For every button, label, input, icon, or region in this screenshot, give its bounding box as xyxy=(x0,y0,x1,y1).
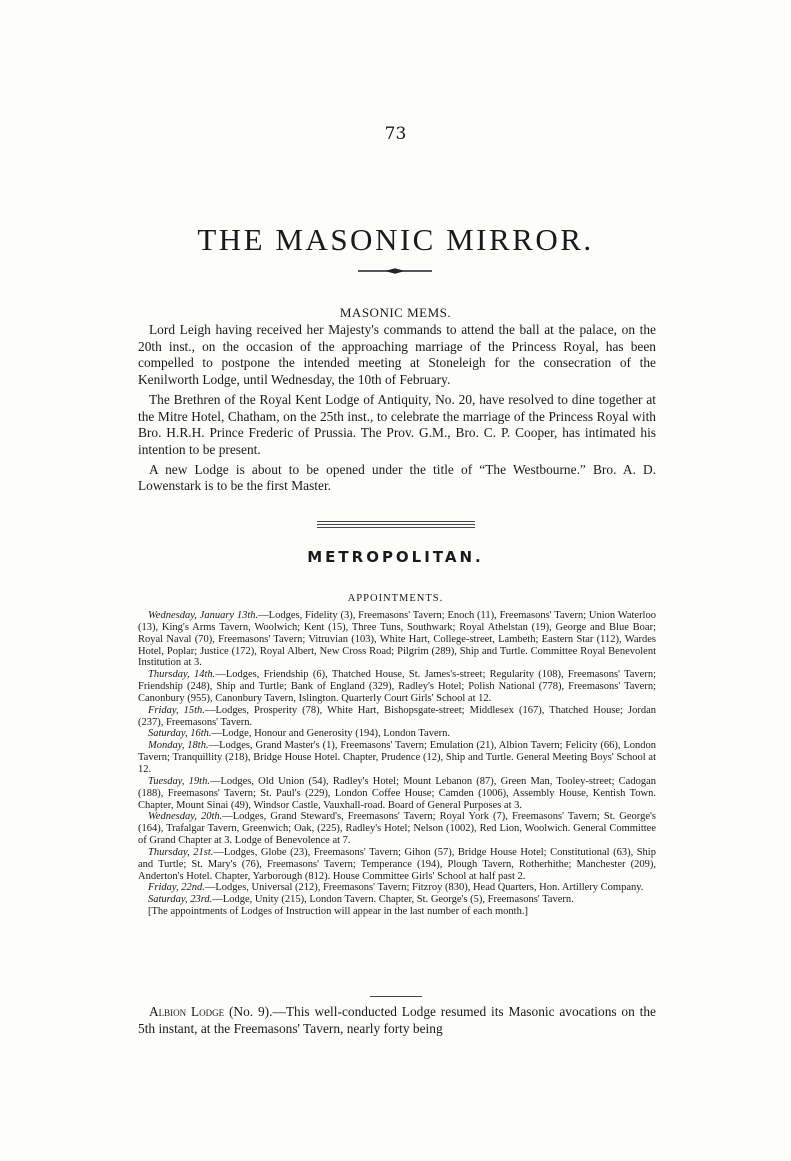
appointment-day: Thursday, 14th. xyxy=(148,669,216,681)
appointment-entry xyxy=(138,610,656,669)
appointment-day: Monday, 18th. xyxy=(148,740,209,752)
mems-paragraph: The Brethren of the Royal Kent Lodge of Antiquity, No. 20, have resolved to dine together at the Mitre Hotel, Chatham, on the 25th inst., to celebrate the marriage of the Princess Royal with Bro. H.R.H. Prince Frederic of Prussia. The Prov. G.M., Bro. C. P. Cooper, has intimated his intention to be present. xyxy=(138,391,656,457)
section-heading-metropolitan: METROPOLITAN. xyxy=(307,548,484,566)
short-divider xyxy=(370,996,422,997)
appointment-entry xyxy=(138,776,656,812)
appointment-text: —Lodges, Universal (212), Freemasons' Tavern; Fitzroy (830), Head Quarters, Hon. Artillery Company. xyxy=(204,882,644,894)
section-divider xyxy=(317,521,475,530)
appointment-day: Saturday, 16th. xyxy=(148,728,212,740)
appointment-day: Friday, 22nd. xyxy=(148,882,205,894)
appointments-heading: APPOINTMENTS. xyxy=(347,593,444,604)
appointments-list xyxy=(138,610,656,918)
appointment-text: —Lodges, Globe (23), Freemasons' Tavern; Gihon (57), Bridge House Hotel; Constitutional (63), Ship and Turtle; St. Mary's (76), Freemasons' Tavern; Temperance (194), Plough Tavern, Rotherhithe; Manchester (209), Anderton's Hotel. Chapter, Yarborough (812). House Committee Girls' School at half past 2. xyxy=(138,846,656,882)
appointment-text: —Lodge, Honour and Generosity (194), London Tavern. xyxy=(211,728,450,740)
appointment-text: —Lodges, Fidelity (3), Freemasons' Tavern; Enoch (11), Freemasons' Tavern; Union Waterloo (13), King's Arms Tavern, Woolwich; Kent (15), Three Tuns, Southwark; Royal Athelstan (19), George and Blue Boar; Royal Naval (70), Freemasons' Tavern; Vitruvian (103), White Hart, College-street, Lambeth; Eastern Star (112), Wardes Hotel, Poplar; Justice (172), Royal Albert, New Cross Road; Pilgrim (289), Ship and Turtle. Committee Royal Benevolent Institution at 3. xyxy=(138,610,656,669)
appointment-day: Friday, 15th. xyxy=(148,704,205,716)
albion-lodge-report xyxy=(138,1003,656,1037)
page-number: 73 xyxy=(384,124,407,144)
journal-title: THE MASONIC MIRROR. xyxy=(197,222,594,257)
appointment-entry xyxy=(138,882,656,894)
appointment-entry xyxy=(138,894,656,906)
appointment-text: —Lodges, Friendship (6), Thatched House, St. James's-street; Regularity (108), Freemasons' Tavern; Friendship (248), Ship and Turtle; Bank of England (329), Radley's Hotel; Polish National (778), Freemasons' Tavern; Canonbury (955), Canonbury Tavern, Islington. Quarterly Court Girls' School at 12. xyxy=(138,669,656,704)
title-ornament xyxy=(358,267,432,275)
appointment-day: Wednesday, January 13th. xyxy=(148,610,259,621)
albion-text: (No. 9).—This well-conducted Lodge resumed its Masonic avocations on the 5th instant, at the Freemasons' Tavern, nearly forty being xyxy=(138,1004,656,1036)
appointment-text: —Lodge, Unity (215), London Tavern. Chapter, St. George's (5), Freemasons' Tavern. xyxy=(212,894,574,906)
appointment-entry xyxy=(138,705,656,729)
appointment-text: —Lodges, Grand Steward's, Freemasons' Tavern; Royal York (7), Freemasons' Tavern; St. George's (164), Trafalgar Tavern, Greenwich; Oak, (225), Radley's Hotel; Nelson (1002), Red Lion, Woolwich. General Committee of Grand Chapter at 3. Lodge of Benevolence at 7. xyxy=(138,811,656,847)
appointment-entry xyxy=(138,669,656,705)
mems-paragraph: Lord Leigh having received her Majesty's commands to attend the ball at the palace, on the 20th inst., on the occasion of the approaching marriage of the Princess Royal, has been compelled to postpone the intended meeting at Stoneleigh for the consecration of the Kenilworth Lodge, until Wednesday, the 10th of February. xyxy=(138,322,656,388)
appointment-entry xyxy=(138,847,656,883)
appointment-day: Saturday, 23rd. xyxy=(148,894,213,906)
appointment-day: Tuesday, 19th. xyxy=(148,775,210,787)
appointment-entry xyxy=(138,811,656,847)
albion-paragraph xyxy=(138,1003,656,1037)
appointment-text: —Lodges, Old Union (54), Radley's Hotel; Mount Lebanon (87), Green Man, Tooley-street; Cadogan (188), Freemasons' Tavern; St. Paul's (229), London Coffee House; Camden (1006), Assembly House, Kentish Town. Chapter, Mount Sinai (49), Windsor Castle, Vauxhall-road. Board of General Purposes at 3. xyxy=(138,775,656,811)
mems-body xyxy=(138,322,656,498)
mems-paragraph: A new Lodge is about to be opened under the title of “The Westbourne.” Bro. A. D. Lowenstark is to be the first Master. xyxy=(138,461,656,494)
albion-lead: Albion Lodge xyxy=(149,1004,225,1019)
appointment-day: Thursday, 21st. xyxy=(148,846,214,858)
appointment-text: —Lodges, Prosperity (78), White Hart, Bishopsgate-street; Middlesex (167), Thatched House; Jordan (237), Freemasons' Tavern. xyxy=(138,704,656,728)
appointment-day: Wednesday, 20th. xyxy=(148,811,223,823)
section-heading-mems: MASONIC MEMS. xyxy=(339,305,452,320)
appointment-text: —Lodges, Grand Master's (1), Freemasons' Tavern; Emulation (21), Albion Tavern; Felicity (66), London Tavern; Tranquillity (218), Bridge House Hotel. Chapter, Prudence (12), Ship and Turtle. General Meeting Boys' School at 12. xyxy=(138,740,656,775)
appointment-entry xyxy=(138,728,656,740)
appointments-note: [The appointments of Lodges of Instruction will appear in the last number of each month.] xyxy=(148,906,528,918)
appointment-entry xyxy=(138,740,656,776)
